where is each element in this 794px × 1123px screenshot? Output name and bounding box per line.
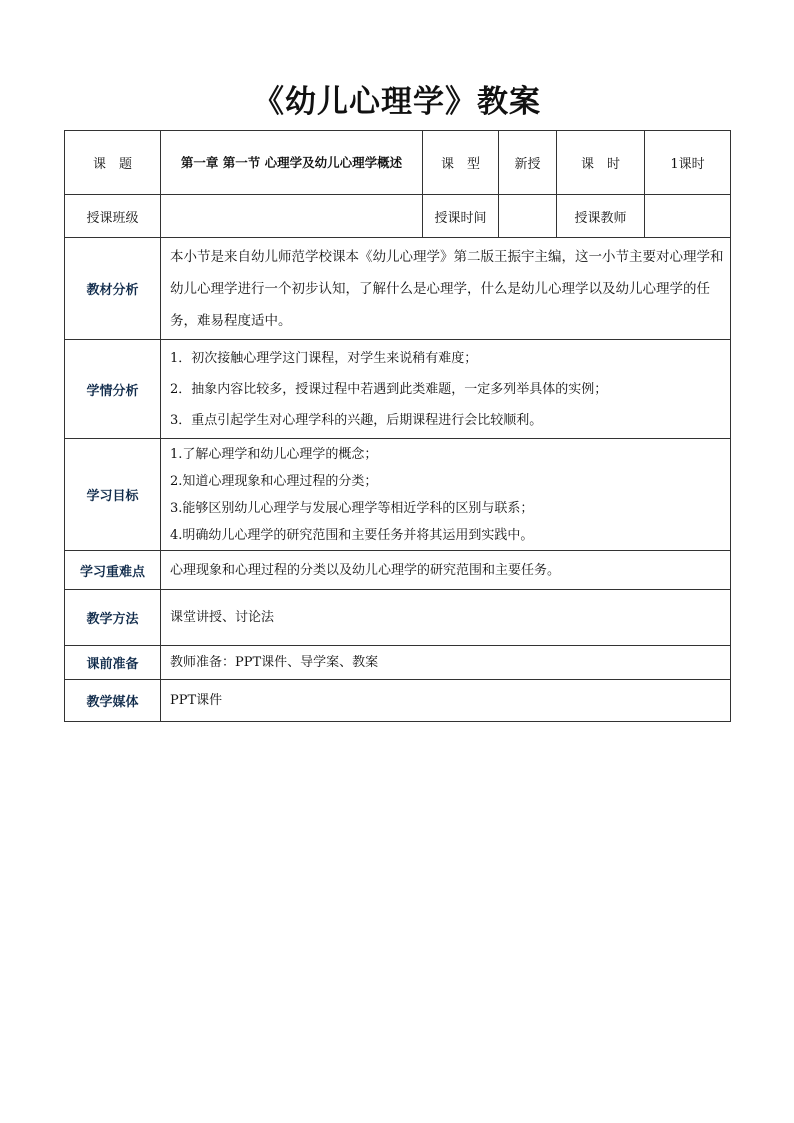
class-label: 授课班级 <box>65 195 161 238</box>
preparation-label: 课前准备 <box>65 646 161 680</box>
teacher-value <box>645 195 731 238</box>
preparation-text: 教师准备：PPT课件、导学案、教案 <box>161 646 731 680</box>
list-item: 2.知道心理现象和心理过程的分类； <box>170 473 378 489</box>
list-item: 4.明确幼儿心理学的研究范围和主要任务并将其运用到实践中。 <box>170 527 534 543</box>
lesson-plan-table <box>64 130 731 722</box>
hours-label: 课 时 <box>557 131 645 195</box>
row-learning-goals <box>65 439 731 551</box>
learning-goals-label: 学习目标 <box>65 439 161 551</box>
list-item: 3．重点引起学生对心理学科的兴趣，后期课程进行会比较顺利。 <box>170 412 543 428</box>
key-points-label: 学习重难点 <box>65 551 161 590</box>
student-analysis-cell <box>161 340 731 439</box>
type-label: 课 型 <box>423 131 499 195</box>
teaching-media-text: PPT课件 <box>161 680 731 722</box>
row-student-analysis <box>65 340 731 439</box>
student-analysis-label: 学情分析 <box>65 340 161 439</box>
row-key-points <box>65 551 731 590</box>
list-item: 2．抽象内容比较多，授课过程中若遇到此类难题，一定多列举具体的实例； <box>170 381 608 397</box>
topic-cell <box>161 131 423 195</box>
header-row-topic <box>65 131 731 195</box>
topic-value: 第一章 第一节 心理学及幼儿心理学概述 <box>180 154 403 170</box>
teaching-media-label: 教学媒体 <box>65 680 161 722</box>
learning-goals-cell <box>161 439 731 551</box>
list-item: 1．初次接触心理学这门课程，对学生来说稍有难度； <box>170 350 478 366</box>
textbook-analysis-cell <box>161 238 731 340</box>
header-row-class <box>65 195 731 238</box>
hours-value: 1课时 <box>645 131 731 195</box>
teacher-label: 授课教师 <box>557 195 645 238</box>
list-item: 3.能够区别幼儿心理学与发展心理学等相近学科的区别与联系； <box>170 500 534 516</box>
time-label: 授课时间 <box>423 195 499 238</box>
document-title: 《幼儿心理学》教案 <box>253 84 541 120</box>
row-teaching-methods <box>65 590 731 646</box>
textbook-analysis-label: 教材分析 <box>65 238 161 340</box>
list-item: 1.了解心理学和幼儿心理学的概念； <box>170 446 378 462</box>
row-preparation <box>65 646 731 680</box>
textbook-analysis-text: 本小节是来自幼儿师范学校课本《幼儿心理学》第二版王振宇主编，这一小节主要对心理学和幼儿心理学进行一个初步认知，了解什么是心理学，什么是幼儿心理学以及幼儿心理学的任务，难易程度适中。 <box>170 248 724 329</box>
type-value: 新授 <box>499 131 557 195</box>
teaching-methods-label: 教学方法 <box>65 590 161 646</box>
row-teaching-media <box>65 680 731 722</box>
teaching-methods-text: 课堂讲授、讨论法 <box>161 590 731 646</box>
row-textbook-analysis <box>65 238 731 340</box>
time-value <box>499 195 557 238</box>
key-points-text: 心理现象和心理过程的分类以及幼儿心理学的研究范围和主要任务。 <box>161 551 731 590</box>
class-value <box>161 195 423 238</box>
topic-label: 课 题 <box>65 131 161 195</box>
